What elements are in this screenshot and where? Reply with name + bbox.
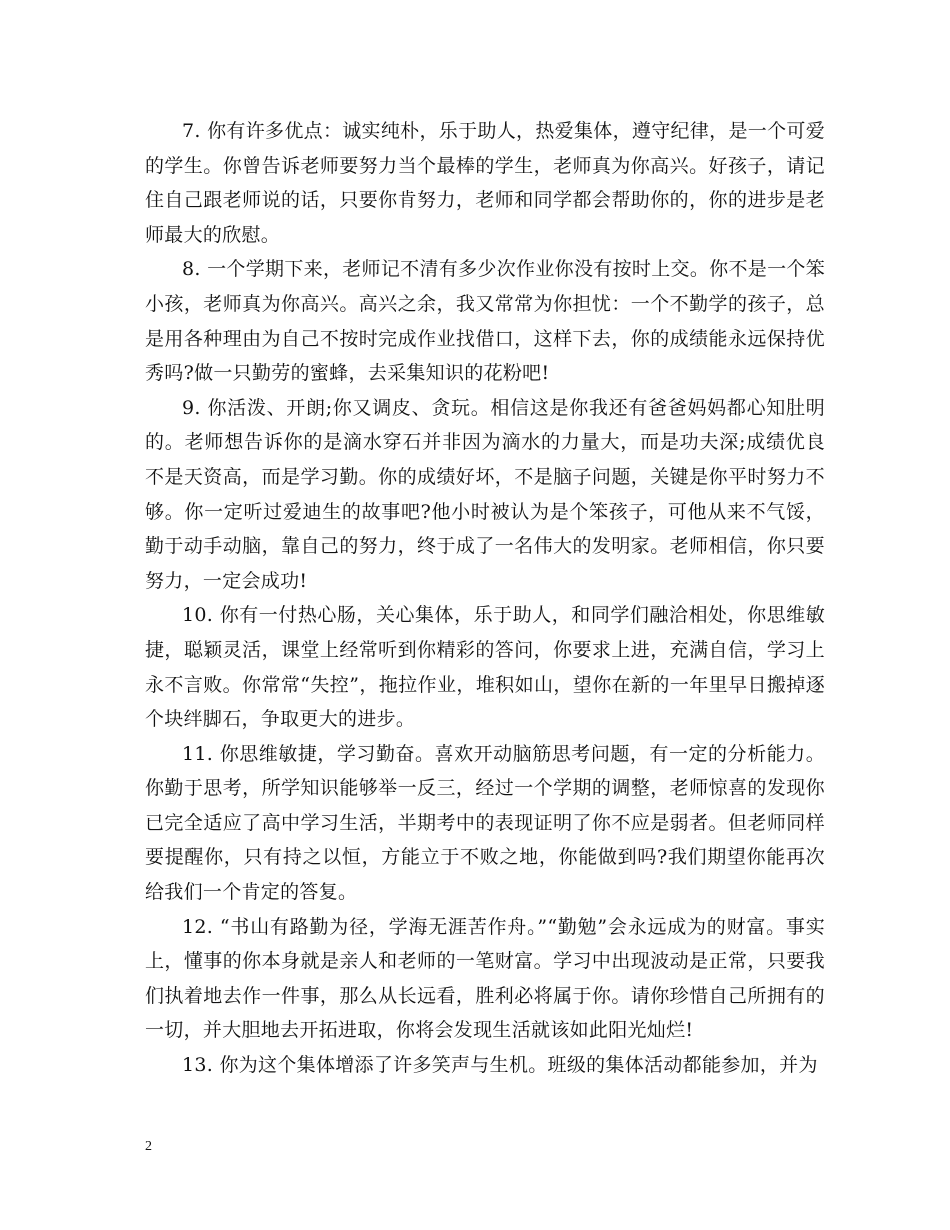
paragraph-7: 7. 你有许多优点：诚实纯朴，乐于助人，热爱集体，遵守纪律，是一个可爱的学生。你曾告诉老师要努力当个最棒的学生，老师真为你高兴。好孩子，请记住自己跟老师说的话，只要你肯努力，老师和同学都会帮助你的，你的进步是老师最大的欣慰。 xyxy=(145,120,825,246)
paragraph-8: 8. 一个学期下来，老师记不清有多少次作业你没有按时上交。你不是一个笨小孩，老师真为你高兴。高兴之余，我又常常为你担忧：一个不勤学的孩子，总是用各种理由为自己不按时完成作业找借口，这样下去，你的成绩能永远保持优秀吗?做一只勤劳的蜜蜂，去采集知识的花粉吧! xyxy=(145,258,825,385)
document-body xyxy=(145,114,825,1083)
paragraph-9: 9. 你活泼、开朗;你又调皮、贪玩。相信这是你我还有爸爸妈妈都心知肚明的。老师想告诉你的是滴水穿石并非因为滴水的力量大，而是功夫深;成绩优良不是天资高，而是学习勤。你的成绩好坏，不是脑子问题，关键是你平时努力不够。你一定听过爱迪生的故事吧?他小时被认为是个笨孩子，可他从来不气馁，勤于动手动脑，靠自己的努力，终于成了一名伟大的发明家。老师相信，你只要努力，一定会成功! xyxy=(145,396,825,592)
paragraph-10: 10. 你有一付热心肠，关心集体，乐于助人，和同学们融洽相处，你思维敏捷，聪颖灵活，课堂上经常听到你精彩的答问，你要求上进，充满自信，学习上永不言败。你常常“失控”，拖拉作业，堆积如山，望你在新的一年里早日搬掉逐个块绊脚石，争取更大的进步。 xyxy=(145,604,825,731)
paragraph-12: 12. “书山有路勤为径，学海无涯苦作舟。”“勤勉”会永远成为的财富。事实上，懂事的你本身就是亲人和老师的一笔财富。学习中出现波动是正常，只要我们执着地去作一件事，那么从长远看，胜利必将属于你。请你珍惜自己所拥有的一切，并大胆地去开拓进取，你将会发现生活就该如此阳光灿烂! xyxy=(145,915,825,1042)
page-number: 2 xyxy=(145,1139,152,1154)
paragraph-11: 11. 你思维敏捷，学习勤奋。喜欢开动脑筋思考问题，有一定的分析能力。你勤于思考，所学知识能够举一反三，经过一个学期的调整，老师惊喜的发现你已完全适应了高中学习生活，半期考中的表现证明了你不应是弱者。但老师同样要提醒你，只有持之以恒，方能立于不败之地，你能做到吗?我们期望你能再次给我们一个肯定的答复。 xyxy=(145,742,825,904)
paragraph-13: 13. 你为这个集体增添了许多笑声与生机。班级的集体活动都能参加，并为 xyxy=(182,1054,818,1077)
